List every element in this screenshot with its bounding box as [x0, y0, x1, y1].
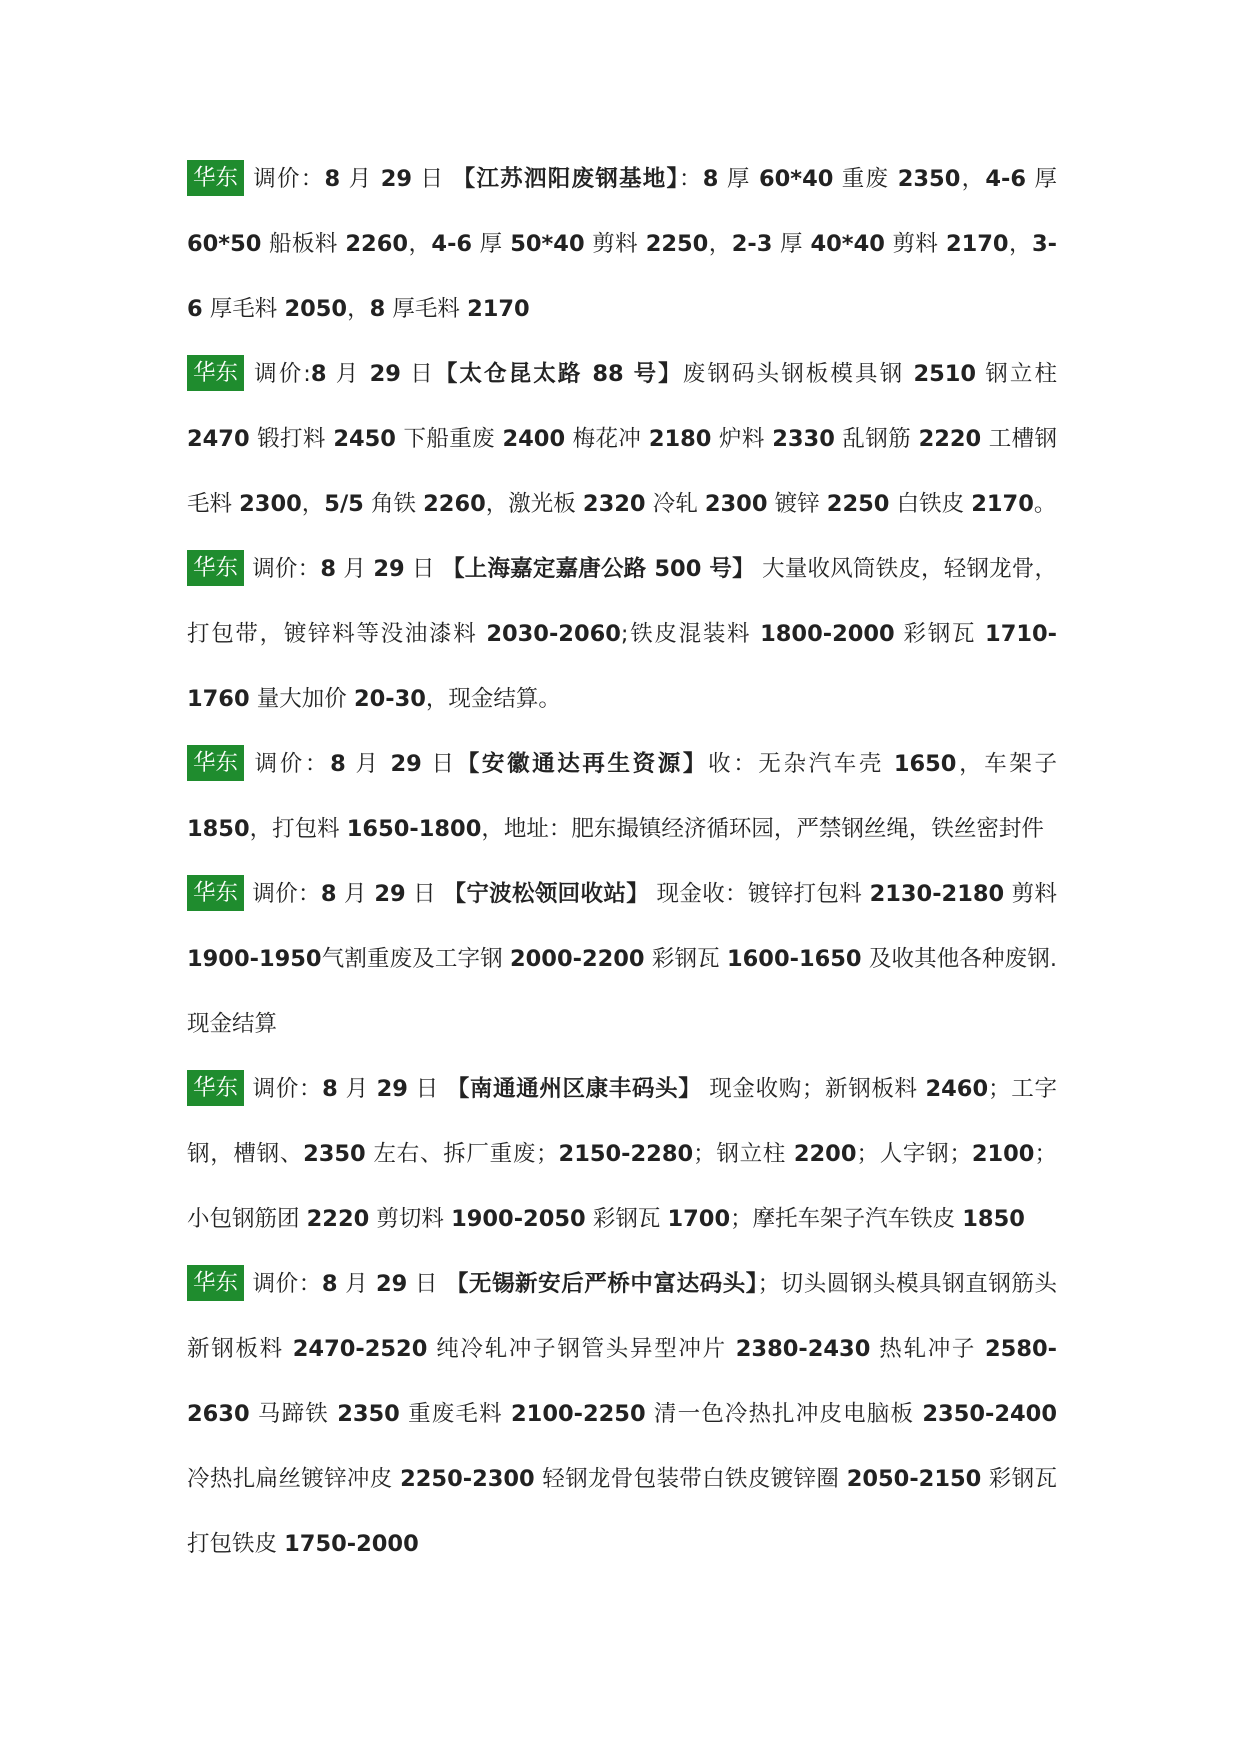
bold-text: 2200 [793, 1141, 857, 1167]
bold-text: 29 [376, 1076, 408, 1102]
bold-text: 50*40 [510, 231, 585, 257]
bold-text: 2170 [971, 491, 1034, 517]
entry-text: 及收其他各种废钢.现金结算 [187, 946, 1057, 1037]
entry-text: 梅花冲 [565, 426, 649, 452]
bold-text: 60*50 [187, 231, 262, 257]
entry-text: 量大加价 [249, 686, 354, 712]
bold-text: 2250 [645, 231, 709, 257]
entry-text: 月 [326, 361, 370, 387]
entry-text: 冷热扎扁丝镀锌冲皮 [187, 1466, 401, 1492]
bold-text: 2100-2250 [511, 1401, 646, 1427]
bold-text: 2580-2630 [187, 1336, 1057, 1427]
bold-text: 29 [374, 881, 406, 907]
bold-text: 1650 [893, 751, 957, 777]
entry-text: 冷轧 [645, 491, 705, 517]
bold-text: 2180 [648, 426, 712, 452]
bold-text: 8 [322, 1076, 338, 1102]
bold-text: 8 [310, 361, 327, 387]
bold-text: 2250-2300 [400, 1466, 535, 1492]
entry-text: 气割重废及工字钢 [321, 946, 510, 972]
entry-text: 调价： [252, 166, 325, 192]
entry-text: ， [301, 491, 325, 517]
entry-text: 调价： [252, 881, 321, 907]
entry-text: 月 [337, 1271, 376, 1297]
entry-text: 月 [335, 556, 374, 582]
entry-text: ，激光板 [485, 491, 583, 517]
bold-text: 2100 [971, 1141, 1035, 1167]
price-entry [187, 862, 1057, 1057]
bold-text: 2260 [423, 491, 486, 517]
region-tag: 华东 [187, 355, 244, 391]
bold-text: 2330 [772, 426, 835, 452]
price-entry [187, 147, 1057, 342]
entry-text: 月 [337, 1076, 377, 1102]
entry-text: 月 [336, 881, 375, 907]
entry-text: 调价： [252, 1076, 323, 1102]
bold-text: 1850 [962, 1206, 1025, 1232]
bold-text: 2130-2180 [869, 881, 1005, 907]
entry-text: ；工字钢，槽钢、 [187, 1076, 1057, 1167]
entry-text: 日 [407, 1076, 447, 1102]
bold-text: 1600-1650 [727, 946, 862, 972]
entry-text: 日 [405, 881, 444, 907]
entry-text: 热轧冲子 [870, 1336, 986, 1362]
bold-text: 8 [321, 1271, 338, 1297]
bold-text: 2170 [467, 296, 530, 322]
entry-text: ， [408, 231, 432, 257]
price-entry [187, 537, 1057, 732]
bold-text: 29 [380, 166, 413, 192]
bold-text: 29 [373, 556, 405, 582]
entry-text: 工槽钢毛料 [187, 426, 1057, 517]
entry-text: 日 [400, 361, 435, 387]
bold-text: 1800-2000 [760, 621, 895, 647]
bold-text: 60*40 [759, 166, 834, 192]
entry-text: 日 [404, 556, 443, 582]
region-tag: 华东 [187, 1265, 244, 1301]
bold-text: 8 [369, 296, 386, 322]
bold-text: 1710-1760 [187, 621, 1058, 712]
bold-text: 4-6 [431, 231, 473, 257]
bold-text: 29 [390, 751, 422, 777]
bold-text: 【江苏泗阳废钢基地】 [452, 166, 679, 192]
bold-text: 2380-2430 [735, 1336, 871, 1362]
entry-text: 厚 [718, 166, 759, 192]
bold-text: 2350 [337, 1401, 400, 1427]
bold-text: 2050 [284, 296, 348, 322]
entry-text: 马蹄铁 [249, 1401, 338, 1427]
entry-text: 现金收：镀锌打包料 [649, 881, 870, 907]
entry-text: ，车架子 [956, 751, 1057, 777]
entry-text: 厚 [472, 231, 511, 257]
entry-text: 调价： [252, 1271, 322, 1297]
entry-text: 厚 [772, 231, 811, 257]
entry-text: ；小包钢筋团 [187, 1141, 1057, 1232]
entry-text: ；人字钢； [856, 1141, 972, 1167]
entry-text: ， [1008, 231, 1032, 257]
bold-text: 2450 [333, 426, 396, 452]
region-tag: 华东 [187, 550, 244, 586]
bold-text: 2510 [913, 361, 977, 387]
entry-text: 彩钢瓦 [644, 946, 727, 972]
bold-text: 2260 [345, 231, 409, 257]
bold-text: 【南通通州区康丰码头】 [446, 1076, 702, 1102]
price-entry [187, 1057, 1057, 1252]
entry-text: 船板料 [261, 231, 346, 257]
entry-text: 收：无杂汽车壳 [708, 751, 894, 777]
bold-text: 【上海嘉定嘉唐公路 500 号】 [442, 556, 755, 582]
bold-text: 2300 [704, 491, 768, 517]
bold-text: 2150-2280 [558, 1141, 694, 1167]
entry-text: ；切头圆钢头模具钢直钢筋头新钢板料 [187, 1271, 1057, 1362]
entry-text: 剪料 [1004, 881, 1057, 907]
bold-text: 1700 [667, 1206, 731, 1232]
entry-text: 镀锌 [767, 491, 827, 517]
entry-text: 现金收购；新钢板料 [701, 1076, 926, 1102]
bold-text: 2030-2060 [486, 621, 621, 647]
entry-text: 下船重废 [395, 426, 503, 452]
entry-text: 轻钢龙骨包装带白铁皮镀锌圈 [534, 1466, 847, 1492]
bold-text: 1650-1800 [346, 816, 482, 842]
bold-text: 2300 [239, 491, 302, 517]
bold-text: 2400 [502, 426, 566, 452]
bold-text: 【太仓昆太路 88 号】 [434, 361, 683, 387]
entry-text: ；摩托车架子汽车铁皮 [730, 1206, 963, 1232]
bold-text: 29 [369, 361, 401, 387]
bold-text: 2470-2520 [292, 1336, 428, 1362]
region-tag: 华东 [187, 875, 244, 911]
entry-text: 日 [407, 1271, 446, 1297]
entry-text: 钢立柱 [976, 361, 1058, 387]
bold-text: 8 [320, 556, 336, 582]
bold-text: 3-6 [187, 231, 1057, 322]
entry-text: 剪料 [884, 231, 946, 257]
document-body [187, 147, 1057, 1577]
entry-text: 炉料 [711, 426, 773, 452]
entry-text: 厚 [1026, 166, 1057, 192]
entry-text: ，现金结算。 [425, 686, 561, 712]
entry-text: 剪料 [584, 231, 646, 257]
entry-text: ， [708, 231, 732, 257]
entry-text: 乱钢筋 [834, 426, 919, 452]
entry-text: 重废毛料 [399, 1401, 512, 1427]
bold-text: 2-3 [731, 231, 773, 257]
entry-text: 角铁 [363, 491, 424, 517]
entry-text: 白铁皮 [889, 491, 972, 517]
entry-text: 纯冷轧冲子钢管头异型冲片 [427, 1336, 736, 1362]
entry-text: ， [960, 166, 986, 192]
entry-text: ，地址：肥东撮镇经济循环园，严禁钢丝绳，铁丝密封件 [481, 816, 1044, 842]
entry-text: ， [347, 296, 370, 322]
entry-text: ，打包料 [249, 816, 347, 842]
bold-text: 1850 [187, 816, 250, 842]
bold-text: 【宁波松领回收站】 [443, 881, 650, 907]
bold-text: 2220 [918, 426, 982, 452]
entry-text: 彩钢瓦 [585, 1206, 668, 1232]
entry-text: 调价： [252, 751, 331, 777]
bold-text: 8 [702, 166, 719, 192]
entry-text: 日 [421, 751, 457, 777]
entry-text: ;铁皮混装料 [620, 621, 761, 647]
entry-text: 。 [1033, 491, 1057, 517]
region-tag: 华东 [187, 1070, 244, 1106]
entry-text: 大量收风筒铁皮，轻钢龙骨，打包带，镀锌料等没油漆料 [187, 556, 1058, 647]
bold-text: 1900-1950 [187, 946, 322, 972]
bold-text: 8 [330, 751, 346, 777]
entry-text: ；钢立柱 [693, 1141, 794, 1167]
bold-text: 2000-2200 [509, 946, 645, 972]
bold-text: 5/5 [324, 491, 364, 517]
bold-text: 2170 [945, 231, 1009, 257]
region-tag: 华东 [187, 160, 244, 196]
bold-text: 【安徽通达再生资源】 [456, 751, 709, 777]
bold-text: 2220 [306, 1206, 370, 1232]
price-entry [187, 1252, 1057, 1577]
entry-text: 重废 [833, 166, 898, 192]
entry-text: 剪切料 [369, 1206, 452, 1232]
bold-text: 8 [324, 166, 341, 192]
entry-text: 废钢码头钢板模具钢 [682, 361, 914, 387]
entry-text: 彩钢瓦打包铁皮 [187, 1466, 1058, 1557]
entry-text: 调价: [252, 361, 311, 387]
entry-text: 厚毛料 [385, 296, 468, 322]
bold-text: 1750-2000 [284, 1531, 419, 1557]
bold-text: 20-30 [353, 686, 426, 712]
bold-text: 2350 [303, 1141, 366, 1167]
bold-text: 1900-2050 [451, 1206, 586, 1232]
bold-text: 4-6 [985, 166, 1027, 192]
price-entry [187, 342, 1057, 537]
price-entry [187, 732, 1057, 862]
entry-text: 彩钢瓦 [894, 621, 986, 647]
bold-text: 2050-2150 [846, 1466, 982, 1492]
entry-text: 月 [345, 751, 391, 777]
bold-text: 2320 [582, 491, 646, 517]
entry-text: ： [679, 166, 703, 192]
bold-text: 29 [376, 1271, 408, 1297]
bold-text: 8 [320, 881, 337, 907]
entry-text: 调价： [252, 556, 321, 582]
entry-text: 厚毛料 [202, 296, 285, 322]
bold-text: 2460 [925, 1076, 989, 1102]
bold-text: 2250 [826, 491, 890, 517]
entry-text: 清一色冷热扎冲皮电脑板 [645, 1401, 923, 1427]
bold-text: 2470 [187, 426, 250, 452]
entry-text: 日 [412, 166, 453, 192]
bold-text: 40*40 [810, 231, 885, 257]
bold-text: 2350 [897, 166, 961, 192]
bold-text: 2350-2400 [922, 1401, 1057, 1427]
entry-text: 锻打料 [249, 426, 334, 452]
region-tag: 华东 [187, 745, 244, 781]
bold-text: 【无锡新安后严桥中富达码头】 [445, 1271, 758, 1297]
entry-text: 左右、拆厂重废； [365, 1141, 559, 1167]
entry-text: 月 [340, 166, 381, 192]
